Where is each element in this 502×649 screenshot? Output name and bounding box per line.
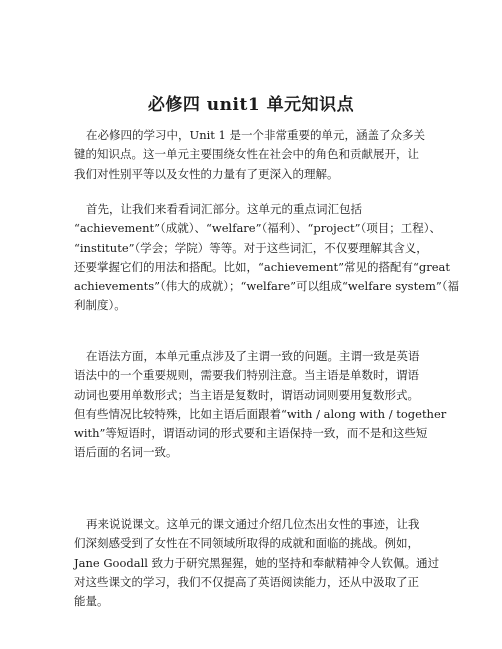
paragraph-grammar <box>74 347 447 463</box>
paragraph-line: 语后面的名词一致。 <box>74 445 178 460</box>
paragraph-line: Jane Goodall 致力于研究黑猩猩，她的坚持和奉献精神令人钦佩。通过 <box>74 555 440 570</box>
paragraph-line: 键的知识点。这一单元主要围绕女性在社会中的角色和贡献展开，让 <box>74 147 419 162</box>
paragraph-line: achievements”（伟大的成就）；“welfare”可以组成“welfare system”（福 <box>74 279 460 294</box>
paragraph-line: 们深刻感受到了女性在不同领域所取得的成就和面临的挑战。例如， <box>74 536 419 551</box>
paragraph-line: 动词也要用单数形式；当主语是复数时，谓语动词则要用复数形式。 <box>74 387 419 402</box>
paragraph-line: 首先，让我们来看看词汇部分。这单元的重点词汇包括 <box>86 202 362 216</box>
document-title: 必修四 unit1 单元知识点 <box>147 95 355 115</box>
paragraph-line: with”等短语时，谓语动词的形式要和主语保持一致，而不是和这些短 <box>74 426 428 441</box>
paragraph-vocabulary <box>74 200 460 316</box>
paragraph-line: 语法中的一个重要规则，需要我们特别注意。当主语是单数时，谓语 <box>74 368 419 383</box>
paragraph-line: 在必修四的学习中，Unit 1 是一个非常重要的单元，涵盖了众多关 <box>86 128 426 142</box>
paragraph-intro <box>74 126 434 184</box>
paragraph-line: 但有些情况比较特殊，比如主语后面跟着“with / along with / together <box>74 406 447 421</box>
paragraph-line: 在语法方面，本单元重点涉及了主谓一致的问题。主谓一致是英语 <box>86 349 420 363</box>
paragraph-text <box>74 515 440 611</box>
paragraph-line: “institute”（学会；学院）等等。对于这些词汇，不仅要理解其含义， <box>74 240 428 255</box>
paragraph-line: 我们对性别平等以及女性的力量有了更深入的理解。 <box>74 166 339 181</box>
paragraph-line: 能量。 <box>74 594 109 609</box>
paragraph-line: “achievement”（成就）、“welfare”（福利）、“project”（项目；工程）、 <box>74 221 441 236</box>
paragraph-line: 再来说说课文。这单元的课文通过介绍几位杰出女性的事迹，让我 <box>86 517 420 531</box>
paragraph-line: 还要掌握它们的用法和搭配。比如，“achievement”常见的搭配有“great <box>74 259 451 274</box>
paragraph-line: 利制度）。 <box>74 298 126 313</box>
paragraph-line: 对这些课文的学习，我们不仅提高了英语阅读能力，还从中汲取了正 <box>74 574 419 589</box>
